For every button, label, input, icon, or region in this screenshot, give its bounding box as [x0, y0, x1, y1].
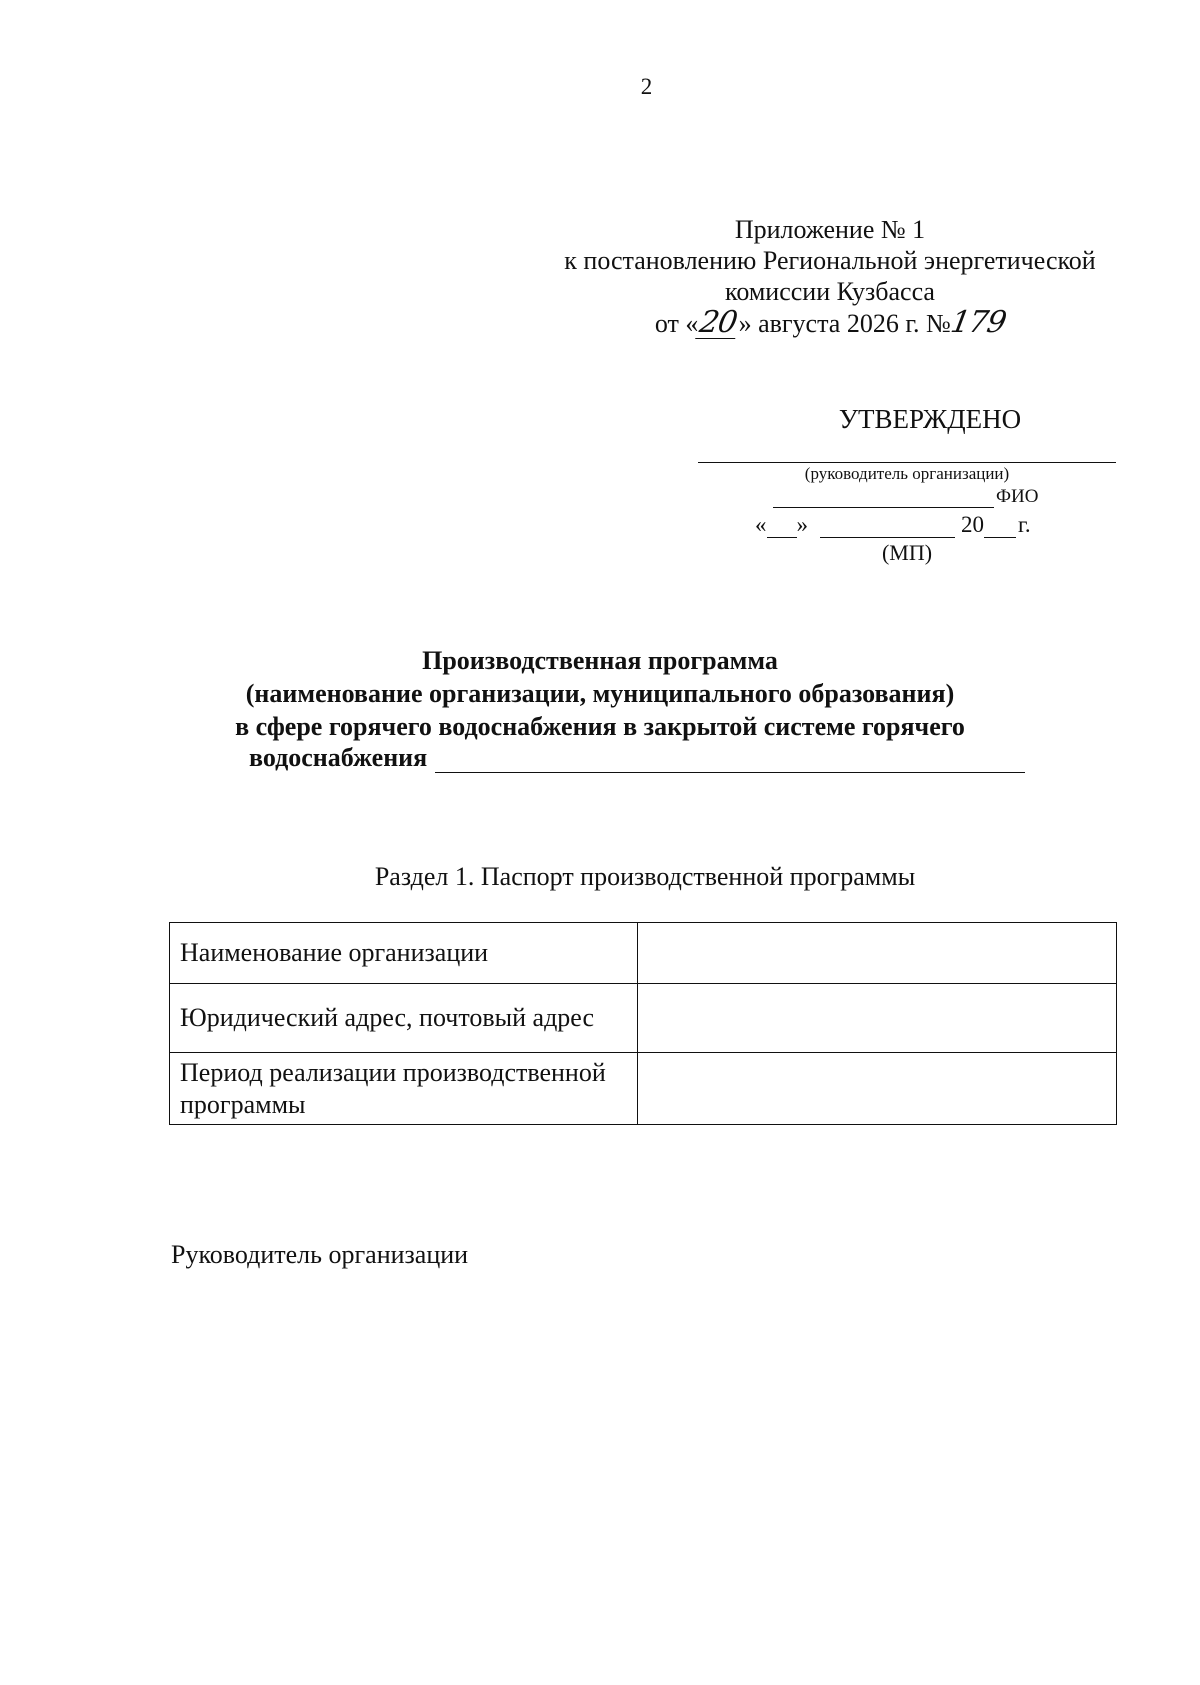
program-title-line-2: (наименование организации, муниципального образования)	[245, 679, 955, 708]
appendix-line-3: комиссии Кузбасса	[725, 277, 935, 306]
program-title-line-3: в сфере горячего водоснабжения в закрытой системе горячего	[235, 712, 965, 741]
appendix-header	[470, 214, 1190, 339]
appendix-date-day: 20	[697, 305, 740, 340]
appendix-line-2: к постановлению Региональной энергетической	[564, 246, 1096, 275]
signature-label: Руководитель организации	[171, 1240, 469, 1269]
table-row	[170, 923, 1117, 984]
stamp-placeholder: (МП)	[881, 540, 933, 565]
table-cell-value	[638, 923, 1117, 984]
approval-fio-row	[773, 486, 1038, 508]
appendix-line-1: Приложение № 1	[734, 215, 926, 244]
appendix-date-prefix: от «	[654, 309, 699, 338]
date-year-suffix: г.	[1018, 512, 1031, 537]
approval-title: УТВЕРЖДЕНО	[838, 404, 1022, 434]
table-row	[170, 1053, 1117, 1125]
date-month-blank	[820, 518, 955, 538]
program-title-line-1: Производственная программа	[422, 646, 778, 675]
program-title-blank	[435, 748, 1025, 773]
approval-head-caption: (руководитель организации)	[804, 464, 1010, 483]
fio-blank	[773, 488, 994, 508]
appendix-number: 179	[947, 305, 1009, 340]
table-cell-label: Юридический адрес, почтовый адрес	[170, 984, 638, 1053]
program-title-line-4: водоснабжения	[249, 743, 428, 772]
table-cell-label: Период реализации производственной программы	[170, 1053, 638, 1125]
appendix-date-suffix: » августа 2026 г. №	[738, 309, 951, 338]
date-day-blank	[767, 518, 797, 538]
date-open-quote: «	[755, 512, 767, 537]
appendix-date-line	[470, 307, 1190, 339]
section-title: Раздел 1. Паспорт производственной программы	[374, 862, 916, 891]
table-row	[170, 984, 1117, 1053]
date-year-prefix: 20	[961, 512, 984, 537]
approval-date-row	[755, 512, 1031, 538]
table-cell-label: Наименование организации	[170, 923, 638, 984]
table-cell-value	[638, 984, 1117, 1053]
table-cell-value	[638, 1053, 1117, 1125]
passport-table	[169, 922, 1117, 1125]
fio-label: ФИО	[996, 486, 1039, 507]
date-close-quote: »	[796, 512, 808, 537]
date-year-blank	[984, 518, 1016, 538]
page-number: 2	[640, 74, 653, 99]
program-title	[0, 644, 1200, 743]
program-title-line-4-row	[249, 743, 1025, 773]
approval-signature-line	[698, 462, 1116, 463]
